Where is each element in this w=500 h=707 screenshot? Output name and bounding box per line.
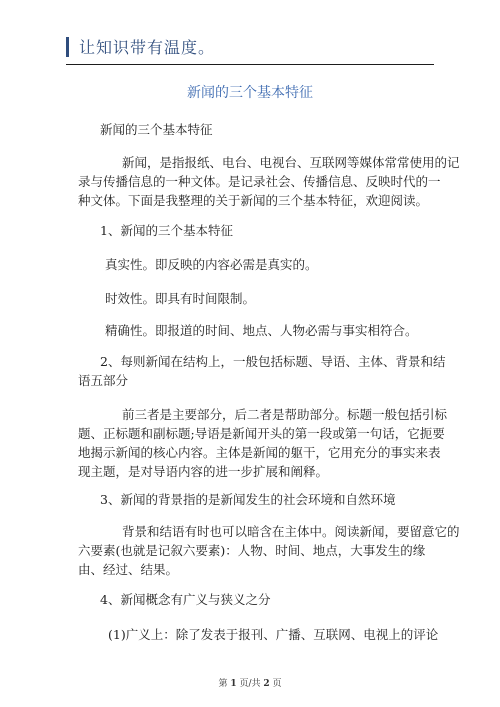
paragraph-line: 由、经过、结果。 bbox=[78, 562, 179, 577]
header-accent-bar bbox=[66, 37, 69, 57]
paragraph-line: 背景和结语有时也可以暗含在主体中。阅读新闻，要留意它的 bbox=[122, 524, 460, 539]
footer-middle: 页/共 bbox=[239, 679, 261, 689]
header bbox=[66, 35, 215, 58]
paragraph-line: 新闻，是指报纸、电台、电视台、互联网等媒体常常使用的记 bbox=[122, 155, 460, 170]
header-divider bbox=[66, 64, 434, 65]
paragraph-line: 3、新闻的背景指的是新闻发生的社会环境和自然环境 bbox=[100, 492, 396, 507]
paragraph-line: 地揭示新闻的核心内容。主体是新闻的躯干，它用充分的事实来表 bbox=[78, 445, 441, 460]
paragraph-line: 题、正标题和副标题;导语是新闻开头的第一段或第一句话，它扼要 bbox=[78, 426, 445, 441]
paragraph-line: 新闻的三个基本特征 bbox=[100, 122, 213, 137]
document-title: 新闻的三个基本特征 bbox=[187, 85, 313, 101]
footer-total-pages: 2 bbox=[263, 679, 270, 689]
paragraph-line: 2、每则新闻在结构上，一般包括标题、导语、主体、背景和结 bbox=[100, 354, 446, 369]
footer-suffix: 页 bbox=[272, 679, 282, 689]
paragraph-line: 精确性。即报道的时间、地点、人物必需与事实相符合。 bbox=[105, 323, 418, 338]
paragraph-line: 时效性。即具有时间限制。 bbox=[105, 291, 256, 306]
paragraph-line: 4、新闻概念有广义与狭义之分 bbox=[100, 592, 271, 607]
footer-prefix: 第 bbox=[218, 679, 228, 689]
footer-page-number: 1 bbox=[230, 679, 237, 689]
paragraph-line: (1)广义上：除了发表于报刊、广播、互联网、电视上的评论 bbox=[108, 627, 439, 642]
header-slogan: 让知识带有温度。 bbox=[79, 38, 216, 57]
paragraph-line: 前三者是主要部分，后二者是帮助部分。标题一般包括引标 bbox=[122, 407, 448, 422]
paragraph-line: 语五部分 bbox=[78, 373, 129, 388]
paragraph-line: 1、新闻的三个基本特征 bbox=[100, 223, 233, 238]
paragraph-line: 录与传播信息的一种文体。是记录社会、传播信息、反映时代的一 bbox=[78, 174, 441, 189]
paragraph-line: 真实性。即反映的内容必需是真实的。 bbox=[105, 257, 318, 272]
paragraph-line: 六要素(也就是记叙六要素)：人物、时间、地点，大事发生的缘 bbox=[78, 543, 426, 558]
paragraph-line: 现主题，是对导语内容的进一步扩展和阐释。 bbox=[78, 464, 329, 479]
paragraph-line: 种文体。下面是我整理的关于新闻的三个基本特征，欢迎阅读。 bbox=[78, 193, 429, 208]
page-footer bbox=[0, 676, 500, 689]
